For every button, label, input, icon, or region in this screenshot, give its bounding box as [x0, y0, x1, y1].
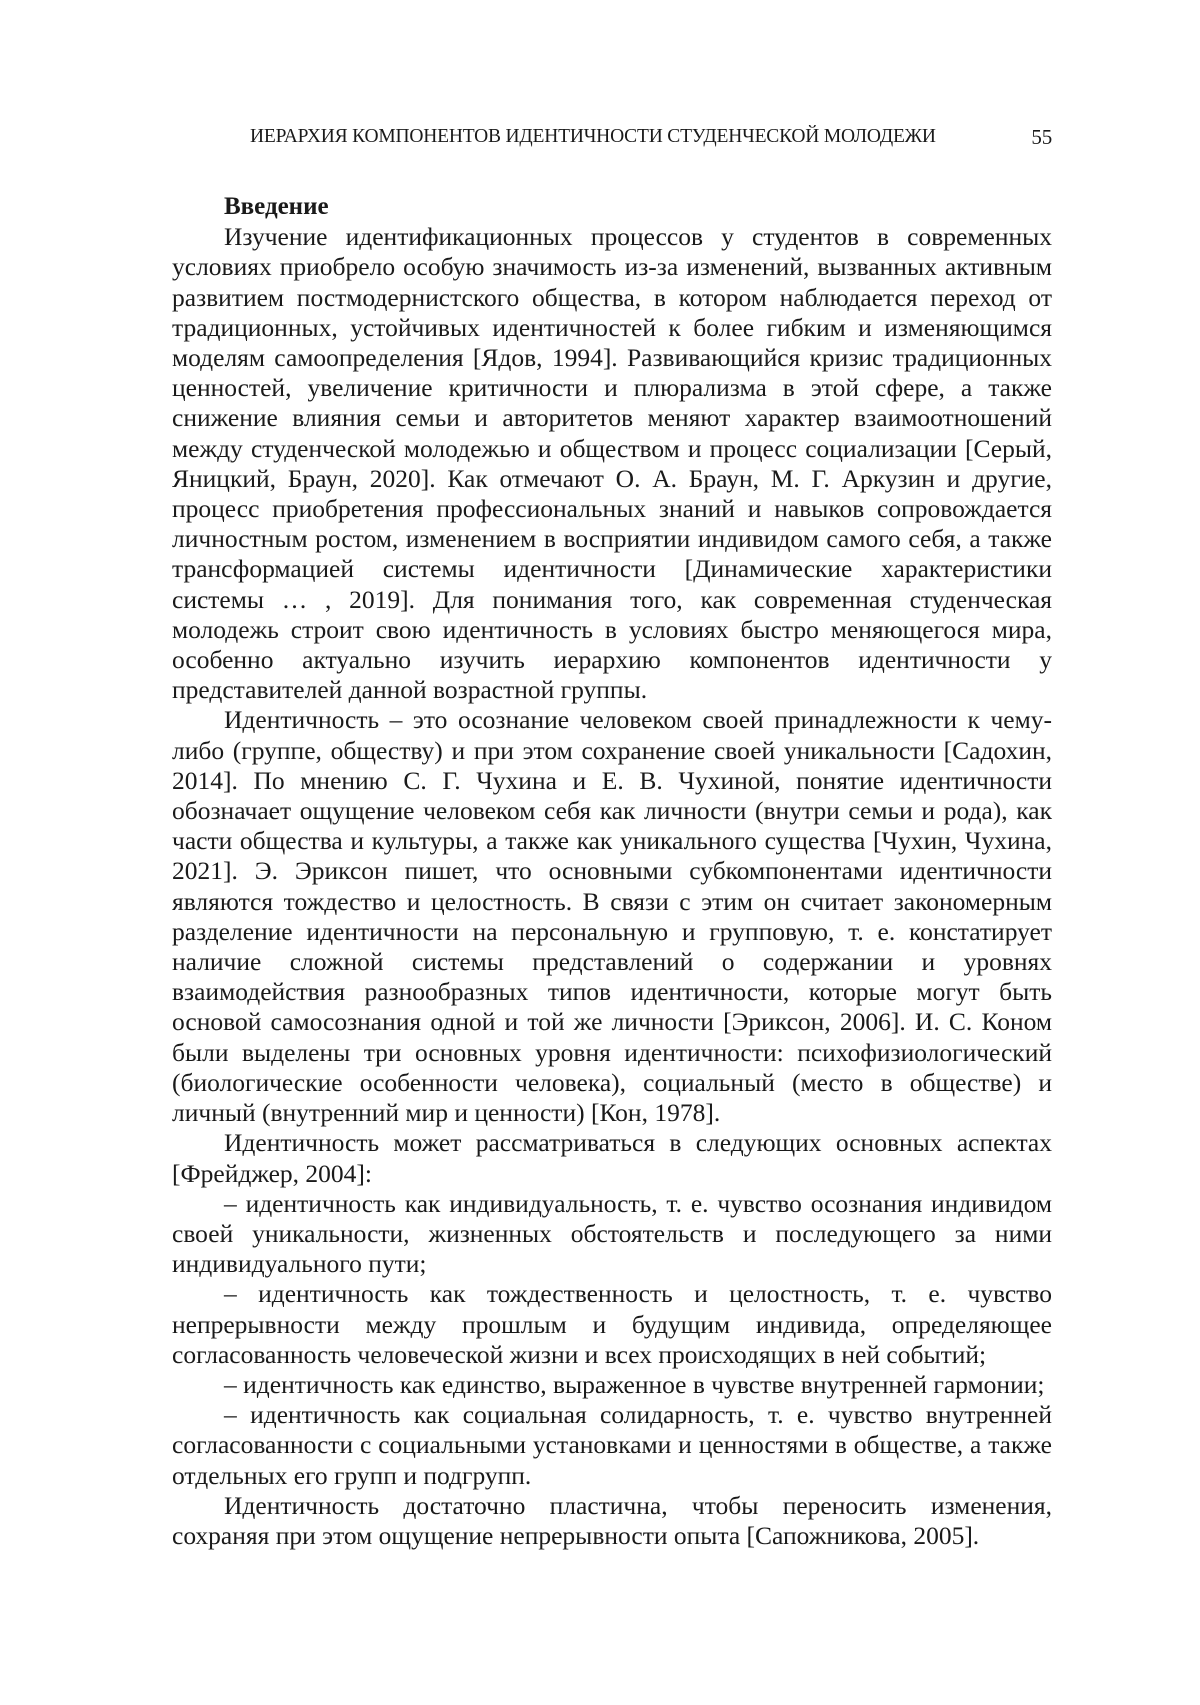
body-text — [172, 192, 1052, 1551]
list-item-continuity: – идентичность как тождественность и целостность, т. е. чувство непрерывности между прошлым и будущим индивида, определяющее согласованность человеческой жизни и всех происходящих в ней событий; — [172, 1279, 1052, 1369]
section-heading: Введение — [224, 193, 329, 220]
paragraph-identity-definition: Идентичность – это осознание человеком своей принадлежности к чему-либо (группе, обществу) и при этом сохранение своей уникальности [Садохин, 2014]. По мнению С. Г. Чухина и Е. В. Чухиной, понятие идентичности обозначает ощущение человеком себя как личности (внутри семьи и рода), как части общества и культуры, а также как уникального существа [Чухин, Чухина, 2021]. Э. Эриксон пишет, что основными субкомпонентами идентичности являются тождество и целостность. В связи с этим он считает закономерным разделение идентичности на персональную и групповую, т. е. констатирует наличие сложной системы представлений о содержании и уровнях взаимодействия разнообразных типов идентичности, которые могут быть основой самосознания одной и той же личности [Эриксон, 2006]. И. С. Коном были выделены три основных уровня идентичности: психофизиологический (биологические особенности человека), социальный (место в обществе) и личный (внутренний мир и ценности) [Кон, 1978]. — [172, 705, 1052, 1128]
list-item-individuality: – идентичность как индивидуальность, т. е. чувство осознания индивидом своей уникальности, жизненных обстоятельств и последующего за ними индивидуального пути; — [172, 1188, 1052, 1279]
list-item-unity: – идентичность как единство, выраженное в чувстве внутренней гармонии; — [224, 1369, 1045, 1399]
list-item-solidarity: – идентичность как социальная солидарность, т. е. чувство внутренней согласованности с социальными установками и ценностями в обществе, а также отдельных его групп и подгрупп. — [172, 1400, 1052, 1490]
page-number: 55 — [1031, 125, 1052, 149]
paragraph-aspects-intro: Идентичность может рассматриваться в следующих основных аспектах [Фрейджер, 2004]: — [172, 1128, 1052, 1188]
paragraph-plasticity: Идентичность достаточно пластична, чтобы переносить изменения, сохраняя при этом ощущение непрерывности опыта [Сапожникова, 2005]. — [172, 1490, 1052, 1550]
running-title: ИЕРАРХИЯ КОМПОНЕНТОВ ИДЕНТИЧНОСТИ СТУДЕНЧЕСКОЙ МОЛОДЕЖИ — [250, 126, 936, 147]
paragraph-intro-1: Изучение идентификационных процессов у студентов в современных условиях приобрело особую значимость из-за изменений, вызванных активным развитием постмодернистского общества, в котором наблюдается переход от традиционных, устойчивых идентичностей к более гибким и изменяющимся моделям самоопределения [Ядов, 1994]. Развивающийся кризис традиционных ценностей, увеличение критичности и плюрализма в этой сфере, а также снижение влияния семьи и авторитетов меняют характер взаимоотношений между студенческой молодежью и обществом и процесс социализации [Серый, Яницкий, Браун, 2020]. Как отмечают О. А. Браун, М. Г. Аркузин и другие, процесс приобретения профессиональных знаний и навыков сопровождается личностным ростом, изменением в восприятии индивидом самого себя, а также трансформацией системы идентичности [Динамические характеристики системы … , 2019]. Для понимания того, как современная студенческая молодежь строит свою идентичность в условиях быстро меняющегося мира, особенно актуально изучить иерархию компонентов идентичности у представителей данной возрастной группы. — [172, 222, 1052, 705]
running-head — [172, 124, 1052, 150]
